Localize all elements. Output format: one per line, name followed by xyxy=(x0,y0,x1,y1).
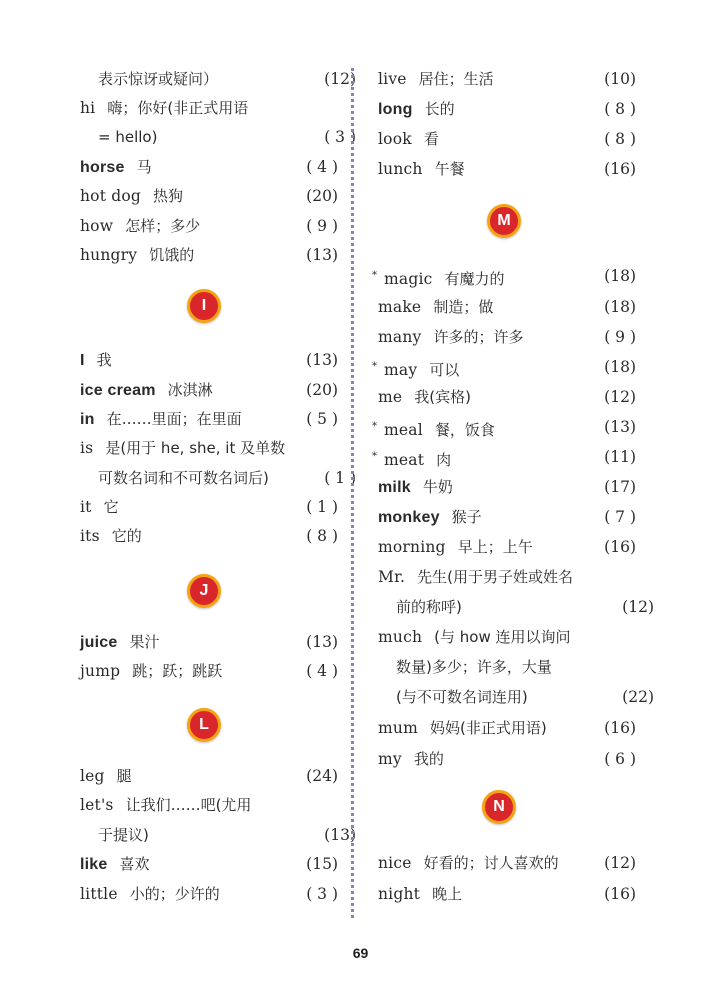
index-entry xyxy=(378,385,636,409)
entry-page-ref: ( 8 ) xyxy=(604,100,636,118)
entry-meaning: 让我们……吧(尤用 xyxy=(125,796,252,814)
index-entry xyxy=(378,882,636,906)
entry-meaning: 饥饿的 xyxy=(149,246,195,264)
entry-meaning: (与不可数名词连用) xyxy=(396,688,528,706)
entry-word: Mr. xyxy=(378,568,406,586)
entry-page-ref: (16) xyxy=(604,160,636,178)
entry-meaning: 马 xyxy=(136,158,152,176)
entry-meaning: 餐，饭食 xyxy=(434,421,495,439)
entry-page-ref: (12) xyxy=(622,598,654,616)
index-entry xyxy=(80,659,338,683)
index-entry xyxy=(378,67,636,91)
entry-page-ref: (10) xyxy=(604,70,636,88)
entry-word: hungry xyxy=(80,246,138,264)
column-divider xyxy=(351,68,354,918)
entry-meaning: 跳；跃；跳跃 xyxy=(132,662,223,680)
entry-meaning: 妈妈(非正式用语) xyxy=(429,719,547,737)
index-entry xyxy=(80,96,338,120)
index-entry xyxy=(378,325,636,349)
entry-word: meal xyxy=(384,421,423,439)
index-entry xyxy=(378,535,636,559)
entry-page-ref: ( 4 ) xyxy=(306,662,338,680)
index-entry xyxy=(378,595,654,619)
new-word-mark: * xyxy=(372,421,377,432)
index-entry xyxy=(80,243,338,267)
entry-page-ref: ( 8 ) xyxy=(306,527,338,545)
entry-meaning: 腿 xyxy=(116,767,132,785)
entry-word: hi xyxy=(80,99,96,117)
index-entry xyxy=(372,445,636,469)
entry-meaning: 有魔力的 xyxy=(444,270,505,288)
entry-meaning: 可数名词和不可数名词后) xyxy=(98,469,269,487)
entry-meaning: 牛奶 xyxy=(422,478,453,496)
entry-meaning: 小的；少许的 xyxy=(129,885,220,903)
entry-word: ice cream xyxy=(80,382,156,399)
entry-word: morning xyxy=(378,538,446,556)
entry-page-ref: (12) xyxy=(604,388,636,406)
entry-word: let's xyxy=(80,796,114,814)
entry-page-ref: ( 3 ) xyxy=(324,128,356,146)
index-entry xyxy=(372,415,636,439)
entry-word: its xyxy=(80,527,100,545)
index-entry xyxy=(80,882,338,906)
index-entry xyxy=(378,505,636,529)
entry-meaning: = hello) xyxy=(98,128,158,146)
new-word-mark: * xyxy=(372,270,377,281)
entry-page-ref: (16) xyxy=(604,885,636,903)
entry-meaning: 它 xyxy=(103,498,119,516)
new-word-mark: * xyxy=(372,451,377,462)
entry-meaning: 我(宾格) xyxy=(414,388,471,406)
index-entry xyxy=(80,125,356,149)
entry-word: make xyxy=(378,298,422,316)
entry-meaning: (与 how 连用以询问 xyxy=(434,628,571,646)
entry-word: is xyxy=(80,439,94,457)
entry-page-ref: (18) xyxy=(604,298,636,316)
entry-word: lunch xyxy=(378,160,423,178)
entry-word: jump xyxy=(80,662,121,680)
entry-page-ref: ( 8 ) xyxy=(604,130,636,148)
index-entry xyxy=(378,157,636,181)
entry-page-ref: ( 9 ) xyxy=(604,328,636,346)
entry-page-ref: (13) xyxy=(604,418,636,436)
index-entry xyxy=(80,378,338,402)
index-entry xyxy=(80,764,338,788)
index-entry xyxy=(378,685,654,709)
entry-meaning: 看 xyxy=(423,130,439,148)
entry-page-ref: ( 1 ) xyxy=(324,469,356,487)
entry-page-ref: (12) xyxy=(604,854,636,872)
entry-meaning: 冰淇淋 xyxy=(167,381,213,399)
index-entry xyxy=(80,793,338,817)
entry-page-ref: ( 7 ) xyxy=(604,508,636,526)
entry-page-ref: ( 9 ) xyxy=(306,217,338,235)
entry-word: night xyxy=(378,885,421,903)
entry-word: hot dog xyxy=(80,187,142,205)
entry-page-ref: (15) xyxy=(306,855,338,873)
entry-meaning: 制造；做 xyxy=(433,298,494,316)
index-entry xyxy=(80,823,356,847)
page-number: 69 xyxy=(352,945,369,961)
entry-word: monkey xyxy=(378,509,440,526)
entry-page-ref: (13) xyxy=(306,246,338,264)
entry-word: mum xyxy=(378,719,418,737)
entry-word: many xyxy=(378,328,422,346)
entry-page-ref: (20) xyxy=(306,187,338,205)
entry-word: my xyxy=(378,750,402,768)
entry-page-ref: (16) xyxy=(604,719,636,737)
entry-meaning: 我的 xyxy=(413,750,444,768)
index-entry xyxy=(80,184,338,208)
entry-page-ref: ( 6 ) xyxy=(604,750,636,768)
entry-page-ref: (13) xyxy=(306,351,338,369)
section-letter-badge: L xyxy=(187,708,221,742)
entry-page-ref: (22) xyxy=(622,688,654,706)
index-entry xyxy=(80,67,356,91)
entry-meaning: 长的 xyxy=(424,100,455,118)
index-entry xyxy=(378,295,636,319)
index-entry xyxy=(378,475,636,499)
index-entry xyxy=(378,655,654,679)
index-entry xyxy=(80,214,338,238)
index-entry xyxy=(372,355,636,379)
entry-word: in xyxy=(80,411,95,428)
entry-word: much xyxy=(378,628,423,646)
entry-page-ref: (18) xyxy=(604,267,636,285)
entry-meaning: 怎样；多少 xyxy=(125,217,201,235)
entry-meaning: 热狗 xyxy=(153,187,184,205)
entry-word: how xyxy=(80,217,114,235)
entry-page-ref: ( 5 ) xyxy=(306,410,338,428)
section-letter-badge: I xyxy=(187,289,221,323)
entry-word: milk xyxy=(378,479,411,496)
entry-meaning: 是(用于 he, she, it 及单数 xyxy=(105,439,286,457)
index-entry xyxy=(80,155,338,179)
index-entry xyxy=(80,466,356,490)
index-entry xyxy=(378,565,636,589)
index-entry xyxy=(80,524,338,548)
entry-meaning: 它的 xyxy=(111,527,142,545)
entry-meaning: 许多的；许多 xyxy=(433,328,524,346)
entry-word: look xyxy=(378,130,412,148)
entry-page-ref: ( 1 ) xyxy=(306,498,338,516)
index-entry xyxy=(80,630,338,654)
index-entry xyxy=(378,127,636,151)
entry-page-ref: (17) xyxy=(604,478,636,496)
entry-page-ref: (11) xyxy=(604,448,636,466)
index-entry xyxy=(378,747,636,771)
entry-page-ref: ( 4 ) xyxy=(306,158,338,176)
entry-word: long xyxy=(378,101,413,118)
entry-page-ref: (13) xyxy=(324,826,356,844)
entry-meaning: 午餐 xyxy=(434,160,465,178)
index-entry xyxy=(378,851,636,875)
entry-page-ref: (13) xyxy=(306,633,338,651)
new-word-mark: * xyxy=(372,361,377,372)
entry-word: live xyxy=(378,70,407,88)
section-letter-badge: N xyxy=(482,790,516,824)
entry-word: little xyxy=(80,885,118,903)
entry-meaning: 我 xyxy=(96,351,112,369)
section-letter-badge: J xyxy=(187,574,221,608)
entry-word: nice xyxy=(378,854,412,872)
entry-meaning: 果汁 xyxy=(129,633,160,651)
entry-meaning: 好看的；讨人喜欢的 xyxy=(423,854,559,872)
index-entry xyxy=(80,495,338,519)
index-entry xyxy=(378,97,636,121)
entry-word: meat xyxy=(384,451,425,469)
index-entry xyxy=(80,436,338,460)
index-entry xyxy=(372,264,636,288)
entry-word: like xyxy=(80,856,108,873)
entry-word: may xyxy=(384,361,418,379)
entry-meaning: 晚上 xyxy=(432,885,463,903)
entry-page-ref: ( 3 ) xyxy=(306,885,338,903)
entry-page-ref: (16) xyxy=(604,538,636,556)
section-letter-badge: M xyxy=(487,204,521,238)
entry-word: it xyxy=(80,498,92,516)
index-entry xyxy=(80,407,338,431)
entry-meaning: 前的称呼) xyxy=(396,598,462,616)
entry-meaning: 表示惊讶或疑问） xyxy=(98,70,219,88)
entry-page-ref: (24) xyxy=(306,767,338,785)
entry-meaning: 先生(用于男子姓或姓名 xyxy=(417,568,573,586)
entry-meaning: 早上；上午 xyxy=(457,538,533,556)
entry-meaning: 可以 xyxy=(429,361,460,379)
entry-word: magic xyxy=(384,270,433,288)
entry-meaning: 猴子 xyxy=(451,508,482,526)
entry-word: juice xyxy=(80,634,118,651)
entry-meaning: 在……里面；在里面 xyxy=(106,410,242,428)
entry-meaning: 嗨；你好(非正式用语 xyxy=(107,99,249,117)
index-entry xyxy=(378,625,636,649)
entry-meaning: 于提议) xyxy=(98,826,149,844)
entry-word: me xyxy=(378,388,403,406)
index-entry xyxy=(378,716,636,740)
entry-word: I xyxy=(80,352,85,369)
entry-page-ref: (18) xyxy=(604,358,636,376)
entry-meaning: 数量)多少；许多，大量 xyxy=(396,658,552,676)
entry-page-ref: (20) xyxy=(306,381,338,399)
entry-word: leg xyxy=(80,767,105,785)
index-entry xyxy=(80,852,338,876)
entry-page-ref: (12) xyxy=(324,70,356,88)
entry-word: horse xyxy=(80,159,125,176)
entry-meaning: 喜欢 xyxy=(119,855,150,873)
entry-meaning: 居住；生活 xyxy=(418,70,494,88)
index-entry xyxy=(80,348,338,372)
entry-meaning: 肉 xyxy=(436,451,452,469)
